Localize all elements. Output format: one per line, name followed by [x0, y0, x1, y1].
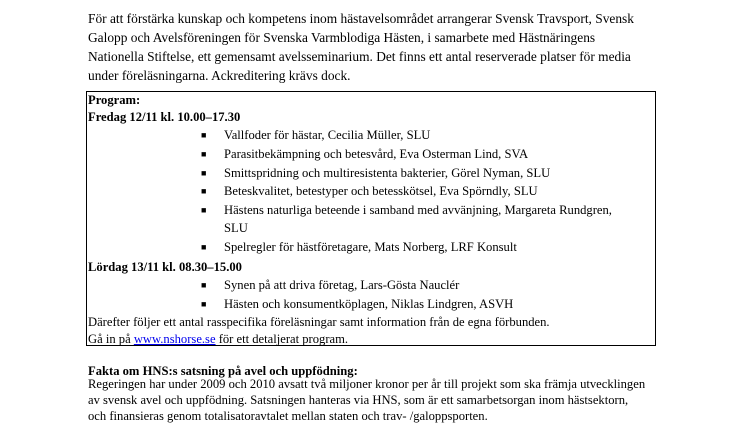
bullet-icon: ■: [201, 168, 207, 178]
fakta-heading: Fakta om HNS:s satsning på avel och uppfödning:: [88, 364, 358, 378]
nshorse-link[interactable]: www.nshorse.se: [133, 332, 216, 346]
list-item: Spelregler för hästföretagare, Mats Norberg, LRF Konsult: [224, 240, 517, 254]
bullet-icon: ■: [201, 149, 207, 159]
list-item: Parasitbekämpning och betesvård, Eva Osterman Lind, SVA: [224, 147, 529, 161]
program-after-text: Därefter följer ett antal rasspecifika föreläsningar samt information från de egna förbunden.: [88, 315, 550, 329]
list-item: Beteskvalitet, betestyper och betesskötsel, Eva Spörndly, SLU: [224, 184, 538, 198]
bullet-icon: ■: [201, 186, 207, 196]
day2-heading: Lördag 13/11 kl. 08.30–15.00: [88, 260, 242, 274]
list-item: Vallfoder för hästar, Cecilia Müller, SLU: [224, 128, 431, 142]
intro-paragraph: För att förstärka kunskap och kompetens inom hästavelsområdet arrangerar Svensk Travsport, Svensk Galopp och Avelsföreningen för Svenska Varmblodiga Hästen, i samarbete med Hästnäringens Nationella Stiftelse, ett gemensamt avelsseminarium. Det finns ett antal reserverade platser för media under föreläsningarna. Ackreditering krävs dock.: [88, 11, 634, 83]
link-prefix: Gå in på: [88, 332, 134, 346]
list-item: Smittspridning och multiresistenta bakterier, Görel Nyman, SLU: [224, 166, 551, 180]
bullet-icon: ■: [201, 299, 207, 309]
list-item: Hästen och konsumentköplagen, Niklas Lindgren, ASVH: [224, 297, 514, 311]
day1-heading: Fredag 12/11 kl. 10.00–17.30: [88, 110, 241, 124]
link-suffix: för ett detaljerat program.: [215, 332, 349, 346]
bullet-icon: ■: [201, 130, 207, 140]
bullet-icon: ■: [201, 242, 207, 252]
list-item: Hästens naturliga beteende i samband med avvänjning, Margareta Rundgren,: [224, 203, 612, 217]
program-link-line: [88, 330, 348, 348]
list-item: Synen på att driva företag, Lars-Gösta Nauclér: [224, 278, 460, 292]
program-heading: Program:: [88, 93, 141, 107]
bullet-icon: ■: [201, 280, 207, 290]
bullet-icon: ■: [201, 205, 207, 215]
list-item-continuation: SLU: [224, 221, 248, 235]
fakta-paragraph: Regeringen har under 2009 och 2010 avsatt två miljoner kronor per år till projekt som ska främja utvecklingen av svensk avel och uppfödning. Satsningen hanteras via HNS, som är ett samarbetsorgan inom hästsektorn, och finansieras genom totalisatoravtalet mellan staten och trav- /galoppsporten.: [88, 377, 646, 423]
